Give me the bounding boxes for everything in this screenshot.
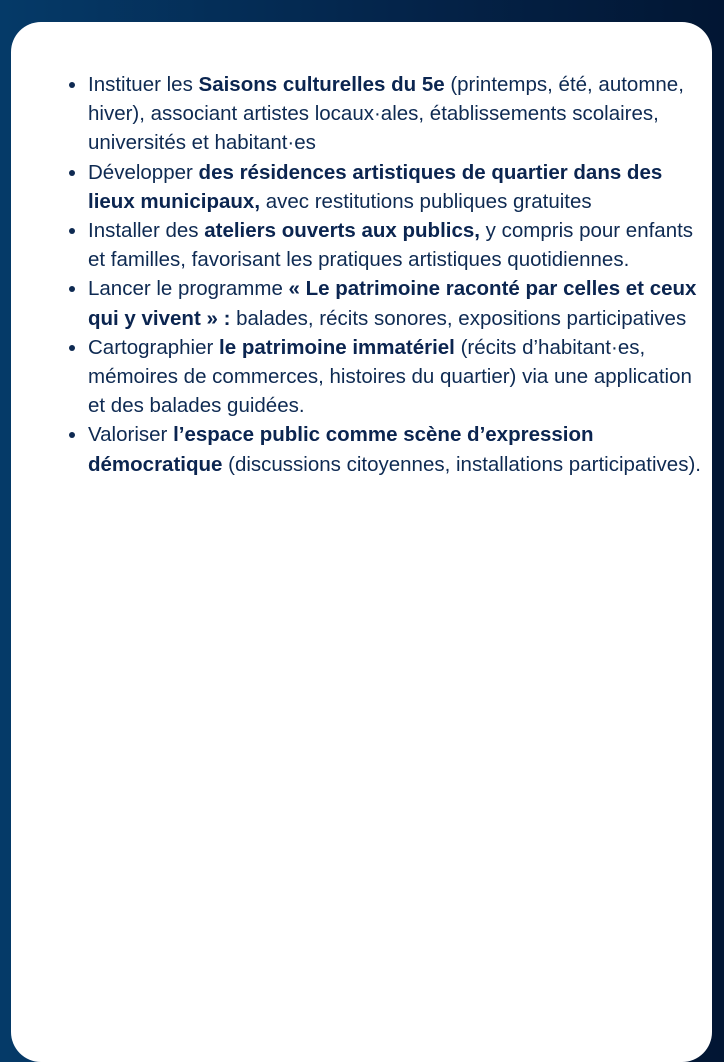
list-item bbox=[77, 216, 707, 274]
bullet-icon bbox=[69, 82, 75, 88]
item-highlight: le patrimoine immatériel bbox=[219, 335, 455, 359]
item-text: Développer bbox=[88, 160, 199, 184]
bullet-icon bbox=[69, 170, 75, 176]
content-card bbox=[11, 22, 712, 1062]
proposal-list bbox=[77, 70, 707, 479]
item-text: Instituer les bbox=[88, 73, 199, 96]
item-text: balades, récits sonores, expositions participatives bbox=[230, 306, 687, 330]
item-text: (récits d’habitant·es, mémoires de commerces, histoires du quartier) via une application et des balades guidées. bbox=[88, 335, 692, 418]
item-text: Valoriser bbox=[88, 423, 174, 447]
bullet-icon bbox=[69, 432, 75, 438]
item-text: Cartographier bbox=[88, 335, 220, 359]
bullet-icon bbox=[69, 228, 75, 234]
item-text: y compris pour enfants et familles, favorisant les pratiques artistiques quotidiennes. bbox=[88, 219, 694, 272]
item-text: Installer des bbox=[88, 219, 205, 243]
item-highlight: ateliers ouverts aux publics, bbox=[204, 219, 480, 243]
bullet-icon bbox=[69, 286, 75, 292]
item-highlight: l’espace public comme scène d’expression démocratique bbox=[88, 423, 594, 476]
item-text: (printemps, été, automne, hiver), associant artistes locaux·ales, établissements scolaires, universités et habitant·es bbox=[88, 73, 684, 155]
list-item bbox=[77, 158, 707, 216]
list-item bbox=[77, 274, 707, 332]
item-text: avec restitutions publiques gratuites bbox=[260, 189, 592, 213]
item-text: (discussions citoyennes, installations participatives). bbox=[222, 452, 701, 476]
list-item bbox=[77, 70, 707, 158]
item-highlight: Saisons culturelles du 5e bbox=[198, 73, 445, 96]
item-text: Lancer le programme bbox=[88, 277, 289, 301]
item-highlight: des résidences artistiques de quartier dans des lieux municipaux, bbox=[88, 160, 663, 213]
list-item bbox=[77, 333, 707, 421]
bullet-icon bbox=[69, 345, 75, 351]
item-highlight: « Le patrimoine raconté par celles et ceux qui y vivent » : bbox=[88, 277, 697, 330]
list-item bbox=[77, 420, 707, 478]
